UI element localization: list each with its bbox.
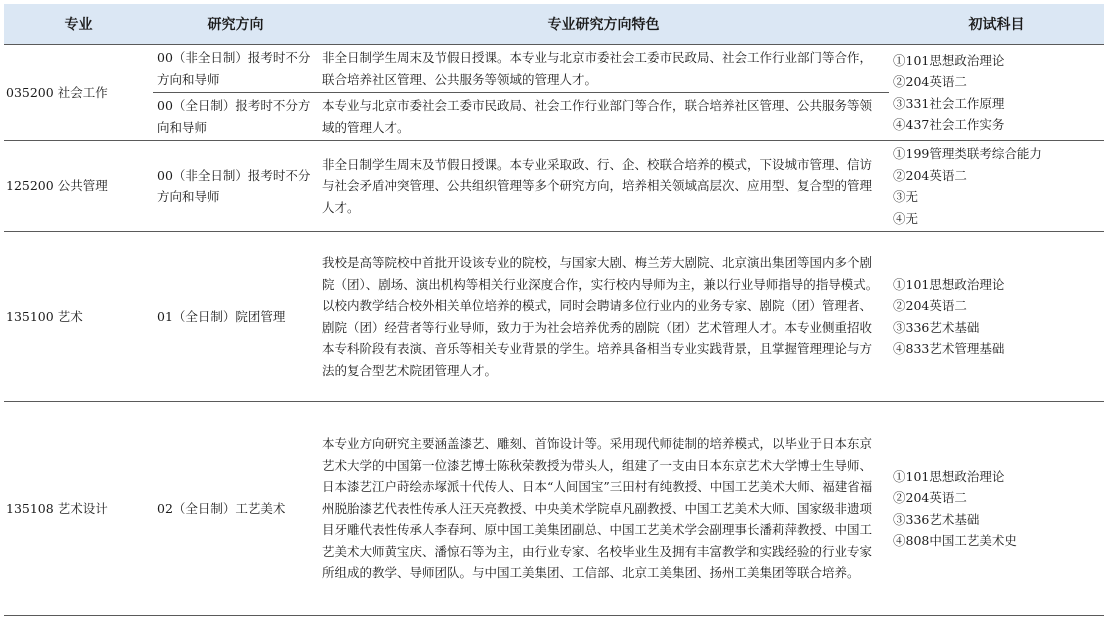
exam-subject: ②204英语二 xyxy=(893,74,967,89)
features-cell: 本专业与北京市委社会工委市民政局、社会工作行业部门等合作，联合培养社区管理、公共服务等领域的管理人才。 xyxy=(318,93,889,141)
major-cell: 035200 社会工作 xyxy=(4,45,153,141)
exam-subject: ①101思想政治理论 xyxy=(893,52,1005,68)
features-cell: 本专业方向研究主要涵盖漆艺、雕刻、首饰设计等。采用现代师徒制的培养模式，以毕业于日本东京艺术大学的中国第一位漆艺博士陈秋荣教授为带头人，组建了一支由日本东京艺术大学博士生导师、日本漆艺江户莳绘赤塚派十代传人、日本“人间国宝”三田村有纯教授、中国工艺美术大师、福建省福州脱胎漆艺代表性传承人汪天亮教授、中央美术学院卓凡副教授、中国工艺美术大师、国家级非遗项目牙雕代表性传承人李春珂、原中国工美集团副总、中国工艺美术学会副理事长潘莉萍教授、中国工艺美术大师黄宝庆、潘惊石等为主，由行业专家、名校毕业生及拥有丰富教学和实践经验的行业专家所组成的教学、导师团队。与中国工美集团、工信部、北京工美集团、扬州工美集团等联合培养。 xyxy=(318,402,889,616)
header-direction: 研究方向 xyxy=(153,4,318,45)
header-features: 专业研究方向特色 xyxy=(318,4,889,45)
exam-subject: ①101思想政治理论 xyxy=(893,276,1005,292)
header-exam: 初试科目 xyxy=(889,4,1104,45)
exam-subject: ③331社会工作原理 xyxy=(893,95,1005,111)
header-major: 专业 xyxy=(4,4,153,45)
table-row xyxy=(4,402,1104,616)
exam-subject: ②204英语二 xyxy=(893,298,967,313)
features-cell: 我校是高等院校中首批开设该专业的院校，与国家大剧、梅兰芳大剧院、北京演出集团等国内多个剧院（团）、剧场、演出机构等相关行业深度合作，实行校内导师为主，兼以行业导师指导的指导模式。以校内教学结合校外相关单位培养的模式，同时会聘请多位行业内的业务专家、剧院（团）管理者、剧院（团）经营者等行业导师，致力于为社会培养优秀的剧院（团）艺术管理人才。本专业侧重招收本专科阶段有表演、音乐等相关专业背景的学生。培养具备相当专业实践背景，且掌握管理理论与方法的复合型艺术院团管理人才。 xyxy=(318,232,889,402)
direction-cell: 01（全日制）院团管理 xyxy=(153,232,318,402)
exam-subject: ④无 xyxy=(893,210,919,226)
exam-cell xyxy=(889,402,1104,616)
table-row xyxy=(4,232,1104,402)
exam-subject: ③336艺术基础 xyxy=(893,319,980,335)
direction-cell: 00（非全日制）报考时不分方向和导师 xyxy=(153,45,318,93)
exam-subject: ③336艺术基础 xyxy=(893,511,980,527)
exam-cell xyxy=(889,141,1104,232)
exam-subject: ①101思想政治理论 xyxy=(893,468,1005,484)
exam-subject: ①199管理类联考综合能力 xyxy=(893,146,1042,161)
exam-subject: ②204英语二 xyxy=(893,167,967,183)
program-table xyxy=(4,4,1104,616)
major-cell: 135100 艺术 xyxy=(4,232,153,402)
direction-cell: 00（非全日制）报考时不分方向和导师 xyxy=(153,141,318,232)
header-row xyxy=(4,4,1104,45)
exam-subject: ④437社会工作实务 xyxy=(893,117,1005,132)
exam-subject: ④808中国工艺美术史 xyxy=(893,533,1017,548)
features-cell: 非全日制学生周末及节假日授课。本专业采取政、行、企、校联合培养的模式，下设城市管理、信访与社会矛盾冲突管理、公共组织管理等多个研究方向，培养相关领域高层次、应用型、复合型的管理人才。 xyxy=(318,141,889,232)
features-cell: 非全日制学生周末及节假日授课。本专业与北京市委社会工委市民政局、社会工作行业部门等合作，联合培养社区管理、公共服务等领域的管理人才。 xyxy=(318,45,889,93)
exam-cell xyxy=(889,232,1104,402)
major-cell: 135108 艺术设计 xyxy=(4,402,153,616)
direction-cell: 02（全日制）工艺美术 xyxy=(153,402,318,616)
exam-subject: ③无 xyxy=(893,189,919,204)
table-row xyxy=(4,141,1104,232)
table-row xyxy=(4,45,1104,93)
major-cell: 125200 公共管理 xyxy=(4,141,153,232)
direction-cell: 00（全日制）报考时不分方向和导师 xyxy=(153,93,318,141)
exam-subject: ④833艺术管理基础 xyxy=(893,341,1005,356)
exam-cell xyxy=(889,45,1104,141)
exam-subject: ②204英语二 xyxy=(893,490,967,505)
